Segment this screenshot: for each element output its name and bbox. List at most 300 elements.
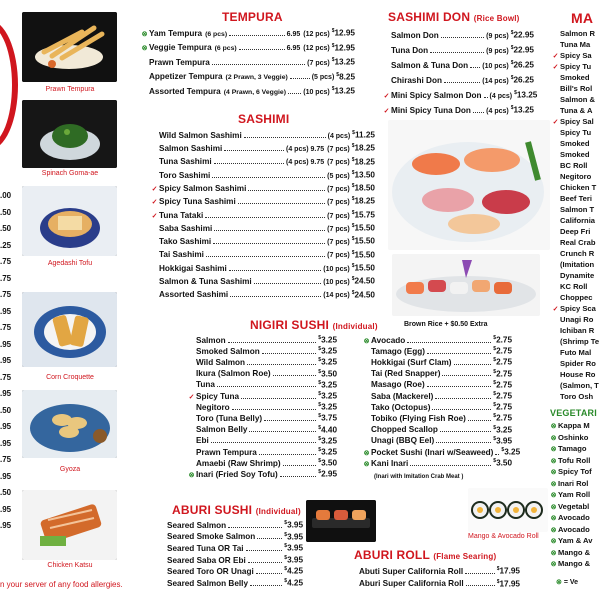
- maki-item-name: Smoked: [560, 150, 590, 159]
- leader-dots: [466, 585, 495, 586]
- item-price: $3.25: [318, 379, 337, 390]
- item-portion: (9 pcs): [486, 32, 509, 40]
- item-price-value: 22.95: [513, 30, 534, 40]
- item-name: Mini Spicy Salmon Don: [391, 90, 482, 100]
- item-price-value: 3.95: [496, 436, 512, 446]
- left-edge-logo: [0, 20, 18, 150]
- veg-item-name: Inari Rol: [558, 478, 589, 488]
- sashimi-don-subtitle: (Rice Bowl): [473, 14, 520, 23]
- item-marker-icon: ⊗: [363, 449, 370, 457]
- menu-item: [158, 553, 303, 565]
- item-price-value: 3.25: [321, 447, 337, 457]
- item-price-value: 15.50: [354, 250, 375, 260]
- item-price-value: 12.95: [334, 28, 355, 38]
- item-name: Spicy Salmon Sashimi: [159, 183, 247, 193]
- caption-chicken-katsu: Chicken Katsu: [47, 562, 93, 569]
- item-price: $18.25: [351, 143, 375, 154]
- maki-item: [551, 72, 600, 83]
- menu-item: [158, 576, 303, 588]
- item-price: $15.75: [351, 209, 375, 220]
- item-price-value: 3.50: [496, 458, 512, 468]
- veg-item-name: Spicy Tof: [558, 467, 592, 476]
- item-price-value: 2.75: [496, 346, 512, 356]
- maki-item: [551, 193, 600, 204]
- left-price: .95: [0, 389, 12, 398]
- leader-dots: [228, 342, 317, 343]
- veg-icon: ⊗: [550, 538, 557, 545]
- leader-dots: [427, 386, 492, 387]
- veg-icon: ⊗: [550, 469, 557, 476]
- item-name: Tai (Red Snapper): [371, 369, 441, 379]
- menu-item: [158, 541, 303, 553]
- item-portion: (7 pcs): [327, 199, 350, 207]
- left-price: .75: [0, 290, 12, 299]
- mango-avocado-roll-photo: [468, 488, 548, 532]
- caption-gyoza: Gyoza: [59, 466, 81, 473]
- veg-item-name: Yam & Av: [558, 536, 593, 545]
- item-name: Tako Sashimi: [159, 237, 212, 247]
- item-marker-icon: ✓: [552, 306, 559, 313]
- leader-dots: [410, 465, 491, 466]
- item-price-value: 2.95: [321, 469, 337, 479]
- item-price-value: 18.25: [354, 144, 375, 154]
- item-price: $13.25: [514, 90, 538, 100]
- item-price: $2.75: [493, 379, 512, 390]
- maki-item: [551, 105, 600, 116]
- maki-item: [551, 83, 600, 94]
- item-name: Prawn Tempura: [149, 57, 210, 67]
- leader-dots: [230, 296, 321, 297]
- item-price-value: 26.25: [513, 60, 534, 70]
- maki-item-name: Negitoro: [560, 172, 592, 181]
- item-price-value: 3.25: [321, 380, 337, 390]
- maki-item: [551, 303, 600, 314]
- item-price: $11.25: [352, 130, 375, 140]
- item-price-value: 3.50: [321, 458, 337, 468]
- item-name: Masago (Roe): [371, 380, 425, 390]
- item-price: $24.50: [351, 289, 375, 300]
- leader-dots: [432, 409, 491, 410]
- leader-dots: [246, 550, 283, 551]
- left-price: .75: [0, 323, 12, 332]
- item-name: Salmon Sashimi: [159, 144, 223, 154]
- veg-icon: ⊗: [550, 549, 557, 557]
- menu-item: [187, 355, 337, 366]
- leader-dots: [214, 163, 284, 164]
- item-price-value: 2.75: [496, 380, 512, 390]
- item-price: $3.25: [318, 446, 337, 457]
- left-price: .95: [0, 306, 12, 316]
- item-price: $3.50: [318, 458, 337, 468]
- maki-item: [551, 325, 600, 336]
- item-portion: (7 pcs): [327, 146, 350, 154]
- menu-item: [150, 248, 375, 261]
- maki-item-name: Bill's Rol: [560, 84, 593, 93]
- item-name: Seared Saba OR Ebi: [167, 555, 246, 565]
- aburi-sushi-title-text: ABURI SUSHI: [172, 503, 253, 517]
- nigiri-list-right: [362, 333, 521, 468]
- gyoza-photo: [22, 390, 117, 458]
- item-price: $3.75: [318, 413, 337, 424]
- item-name: Seared Toro OR Unagi: [167, 567, 254, 577]
- menu-item: [150, 194, 375, 207]
- veg-item-name: Oshinko: [558, 432, 589, 442]
- maki-item-name: Dynamite: [560, 271, 595, 280]
- item-price: $13.25: [331, 86, 355, 96]
- item-price: $3.95: [284, 543, 303, 553]
- item-price: $2.95: [318, 469, 337, 479]
- caption-corn-croquette: Corn Croquette: [46, 374, 94, 381]
- item-marker-icon: ✓: [151, 199, 158, 207]
- veg-item-name: Vegetabl: [558, 501, 590, 511]
- item-price: $3.25: [318, 390, 337, 401]
- leader-dots: [256, 573, 283, 574]
- maki-item: [551, 259, 600, 270]
- leader-dots: [238, 203, 325, 204]
- left-price: .75: [0, 273, 12, 283]
- veg-item-name: Avocado: [558, 524, 590, 534]
- maki-item-name: Spicy Tu: [560, 62, 592, 71]
- menu-item: [362, 389, 512, 400]
- item-price: $2.75: [493, 346, 512, 356]
- sashimi-platter-photo: [388, 120, 550, 250]
- item-small-price: (4 pcs) 9.75: [286, 146, 325, 154]
- veg-icon: ⊗: [550, 423, 557, 430]
- maki-item-name: Salmon R: [560, 29, 596, 38]
- maki-item: [551, 358, 600, 369]
- item-name: Negitoro: [196, 402, 230, 412]
- item-price: $3.95: [284, 554, 303, 565]
- item-price: $3.25: [318, 335, 337, 345]
- item-name: Ebi: [196, 436, 209, 446]
- item-note: (6 pcs): [214, 45, 237, 53]
- leader-dots: [454, 364, 492, 365]
- item-name: Hokkigai (Surf Clam): [371, 358, 452, 368]
- maki-item-name: KC Roll: [560, 282, 588, 291]
- item-name: Avocado: [371, 335, 406, 345]
- maki-item: [551, 94, 600, 105]
- item-name: Assorted Sashimi: [159, 290, 229, 300]
- veg-item: [549, 501, 600, 513]
- menu-item: [150, 128, 375, 141]
- item-name: Pocket Sushi (Inari w/Seaweed): [371, 447, 494, 457]
- item-price: $13.25: [331, 57, 355, 67]
- item-price: $3.95: [284, 520, 303, 530]
- menu-item: [158, 564, 303, 576]
- leader-dots: [239, 49, 285, 50]
- menu-item: [382, 88, 538, 103]
- leader-dots: [444, 82, 480, 83]
- item-marker-icon: ✓: [552, 119, 559, 126]
- item-price: $2.75: [493, 368, 512, 379]
- item-price: $15.50: [351, 262, 375, 273]
- item-portion: (7 pcs): [327, 252, 350, 260]
- menu-item: [362, 445, 521, 457]
- item-price-value: 24.50: [354, 290, 375, 300]
- left-price: .50: [0, 488, 12, 497]
- nigiri-list-left: [187, 333, 337, 478]
- maki-item: [551, 281, 600, 292]
- item-marker-icon: ✓: [552, 53, 559, 60]
- item-price-value: 3.25: [321, 436, 337, 446]
- menu-item: [382, 73, 534, 88]
- veg-item: [549, 535, 600, 547]
- item-portion: (7 pcs): [307, 59, 330, 67]
- leader-dots: [407, 342, 491, 343]
- leader-dots: [206, 256, 325, 257]
- item-note: (2 Prawn, 3 Veggie): [225, 74, 288, 82]
- leader-dots: [229, 35, 285, 36]
- maki-item: [551, 215, 600, 226]
- item-name: Amaebi (Raw Shrimp): [196, 458, 281, 468]
- menu-item: [140, 84, 355, 99]
- item-name: Assorted Tempura: [149, 86, 221, 96]
- menu-item: [187, 434, 337, 445]
- menu-item: [382, 103, 534, 118]
- leader-dots: [257, 538, 282, 539]
- item-price-value: 4.40: [321, 425, 337, 435]
- maki-title: MA: [571, 10, 594, 26]
- menu-item: [362, 411, 512, 422]
- left-price: .50: [0, 405, 12, 415]
- left-price: .95: [0, 438, 12, 448]
- menu-item: [140, 70, 355, 85]
- item-name: Yam Tempura: [149, 28, 203, 38]
- item-name: Saba Sashimi: [159, 223, 213, 233]
- tempura-list: [140, 26, 355, 99]
- aburi-sushi-title: [172, 503, 301, 517]
- leader-dots: [211, 442, 317, 443]
- item-name: Salmon & Tuna Sashimi: [159, 277, 252, 286]
- menu-item: [382, 58, 534, 73]
- menu-item: [362, 400, 512, 411]
- maki-item: [551, 160, 600, 171]
- item-price: $3.25: [318, 402, 337, 412]
- maki-item: [551, 237, 600, 248]
- menu-item: [187, 378, 337, 389]
- leader-dots: [468, 420, 491, 421]
- nigiri-plate-photo: [392, 254, 540, 316]
- item-price-value: 15.50: [354, 237, 375, 247]
- item-price-value: 3.75: [321, 414, 337, 424]
- item-price-value: 2.75: [496, 402, 512, 412]
- left-price: .95: [0, 471, 12, 481]
- maki-item: [551, 204, 600, 215]
- item-price-value: 3.25: [321, 346, 337, 356]
- leader-dots: [495, 454, 499, 455]
- left-price: .95: [0, 356, 12, 365]
- sashimi-title: SASHIMI: [238, 112, 290, 126]
- menu-item: [150, 181, 375, 194]
- item-price: $2.75: [493, 390, 512, 401]
- item-name: Toro (Tuna Belly): [196, 414, 263, 424]
- leader-dots: [250, 585, 282, 586]
- item-price-value: 17.95: [499, 579, 520, 589]
- veg-item: [549, 489, 600, 501]
- caption-spinach-gomaae: Spinach Goma-ae: [41, 170, 99, 177]
- veg-item-name: Yam Roll: [558, 490, 591, 499]
- maki-item: [551, 171, 600, 182]
- nigiri-title: [250, 318, 378, 332]
- item-price: $26.25: [510, 75, 534, 85]
- leader-dots: [205, 217, 325, 218]
- item-note: (6 pcs): [205, 30, 228, 38]
- veg-item: [549, 455, 600, 467]
- nigiri-subtitle: (Individual): [332, 322, 378, 331]
- item-portion: (7 pcs): [327, 159, 350, 167]
- item-marker-icon: ⊗: [363, 460, 370, 468]
- menu-item: [187, 445, 337, 456]
- left-price: .95: [0, 504, 12, 514]
- maki-item: [551, 50, 600, 61]
- item-price-value: 15.50: [354, 263, 375, 273]
- leader-dots: [442, 375, 491, 376]
- caption-agedashi-tofu: Agedashi Tofu: [47, 260, 93, 267]
- leader-dots: [290, 78, 310, 79]
- menu-item: [150, 234, 375, 247]
- item-price-value: 13.25: [516, 90, 538, 100]
- veg-icon: ⊗: [550, 515, 557, 522]
- leader-dots: [212, 177, 325, 178]
- item-portion: (10 pcs): [303, 88, 330, 96]
- leader-dots: [264, 420, 316, 421]
- menu-item: [150, 261, 375, 274]
- menu-item: [150, 155, 375, 168]
- leader-dots: [244, 137, 326, 138]
- item-name: Inari (Fried Soy Tofu): [196, 469, 278, 479]
- item-price: $26.25: [510, 60, 534, 70]
- item-name: Tuna Sashimi: [159, 157, 212, 167]
- item-price-value: 3.95: [287, 532, 303, 542]
- leader-dots: [484, 97, 488, 98]
- item-price: $3.25: [501, 446, 521, 457]
- veg-item-name: Mango &: [558, 547, 591, 557]
- item-small-price: 6.95: [286, 30, 301, 38]
- maki-item: [551, 314, 600, 325]
- item-price-value: 13.25: [334, 57, 355, 67]
- maki-item-name: California: [560, 216, 596, 225]
- item-price-value: 3.95: [287, 555, 303, 565]
- item-marker-icon: ⊗: [363, 337, 370, 345]
- menu-item: [158, 530, 303, 542]
- item-note: (4 Prawn, 6 Veggie): [223, 88, 286, 96]
- item-name: Seared Smoke Salmon: [167, 532, 256, 542]
- veg-icon: ⊗: [550, 434, 557, 442]
- item-price-value: 2.75: [496, 391, 512, 401]
- item-name: Unagi (BBQ Eel): [371, 436, 435, 446]
- maki-item-name: Deep Fri: [560, 227, 591, 236]
- menu-item: [150, 208, 375, 221]
- menu-item: [150, 288, 375, 301]
- kani-inari-note: (Inari with Imitation Crab Meat ): [374, 474, 464, 480]
- menu-item: [382, 28, 534, 43]
- item-portion: (4 pcs): [486, 107, 509, 115]
- leader-dots: [436, 442, 491, 443]
- item-marker-icon: ✓: [151, 185, 158, 193]
- item-portion: (4 pcs): [489, 92, 513, 100]
- leader-dots: [248, 190, 325, 191]
- aburi-sushi-list: [158, 518, 303, 588]
- item-small-price: 6.95: [286, 45, 301, 53]
- veg-item-name: Tamago: [558, 444, 587, 453]
- veg-item: [549, 466, 600, 478]
- veg-item-name: Mango &: [558, 559, 591, 568]
- item-price: $17.95: [496, 578, 520, 589]
- maki-item: [551, 292, 600, 303]
- leader-dots: [228, 527, 282, 528]
- menu-item: [382, 43, 534, 58]
- maki-item-name: Spicy Sca: [560, 304, 596, 313]
- item-price: $18.25: [351, 156, 375, 167]
- leader-dots: [259, 454, 316, 455]
- item-price: $15.50: [351, 249, 375, 260]
- veg-item: [549, 432, 600, 444]
- leader-dots: [473, 112, 484, 113]
- menu-item: [158, 518, 303, 530]
- item-price: $3.25: [318, 346, 337, 356]
- item-name: Tai Sashimi: [159, 250, 204, 260]
- maki-item-name: Futo Mal: [560, 348, 592, 357]
- item-price: $2.75: [493, 335, 512, 345]
- item-price: $3.25: [318, 357, 337, 368]
- veg-icon: ⊗: [550, 526, 557, 534]
- item-name: Wild Salmon: [196, 358, 246, 368]
- veg-item-name: Avocado: [558, 513, 590, 522]
- left-price: .50: [0, 207, 12, 217]
- menu-item: [362, 378, 512, 389]
- item-price: $22.95: [510, 45, 534, 55]
- leader-dots: [224, 150, 284, 151]
- item-price-value: 2.75: [496, 414, 512, 424]
- item-price-value: 18.50: [354, 183, 375, 193]
- vegetarian-list: [549, 420, 600, 570]
- item-price: $12.95: [331, 42, 355, 53]
- menu-item: [140, 26, 355, 41]
- veg-icon: ⊗: [550, 446, 557, 453]
- item-price: $24.50: [351, 276, 375, 286]
- item-price-value: 13.50: [354, 170, 375, 180]
- maki-item: [551, 248, 600, 259]
- item-name: Tako (Octopus): [371, 402, 431, 412]
- item-price-value: 12.95: [334, 43, 355, 53]
- maki-item: [551, 182, 600, 193]
- chicken-katsu-photo: [22, 490, 117, 560]
- left-price: .95: [0, 339, 12, 349]
- leader-dots: [217, 386, 316, 387]
- item-name: Toro Sashimi: [159, 170, 211, 180]
- maki-item-name: Unagi Ro: [560, 315, 594, 324]
- item-price: $4.25: [284, 566, 303, 577]
- veg-item: [549, 547, 600, 559]
- leader-dots: [470, 67, 480, 68]
- left-price: .95: [0, 422, 12, 431]
- item-name: Tuna Don: [391, 45, 429, 55]
- maki-item-name: Tuna & A: [560, 106, 593, 115]
- leader-dots: [273, 375, 317, 376]
- corn-croquette-photo: [22, 292, 117, 367]
- item-name: Mini Spicy Tuna Don: [391, 105, 471, 115]
- item-price-value: 3.25: [321, 391, 337, 401]
- item-portion: (12 pcs): [303, 45, 330, 53]
- leader-dots: [283, 465, 317, 466]
- caption-prawn-tempura: Prawn Tempura: [45, 86, 95, 93]
- menu-item: [187, 367, 337, 378]
- tempura-title: TEMPURA: [222, 10, 283, 24]
- item-price-value: 3.95: [287, 543, 303, 553]
- maki-item: [551, 270, 600, 281]
- veg-icon: ⊗: [550, 457, 557, 465]
- maki-item-name: Toro Osh: [560, 392, 594, 401]
